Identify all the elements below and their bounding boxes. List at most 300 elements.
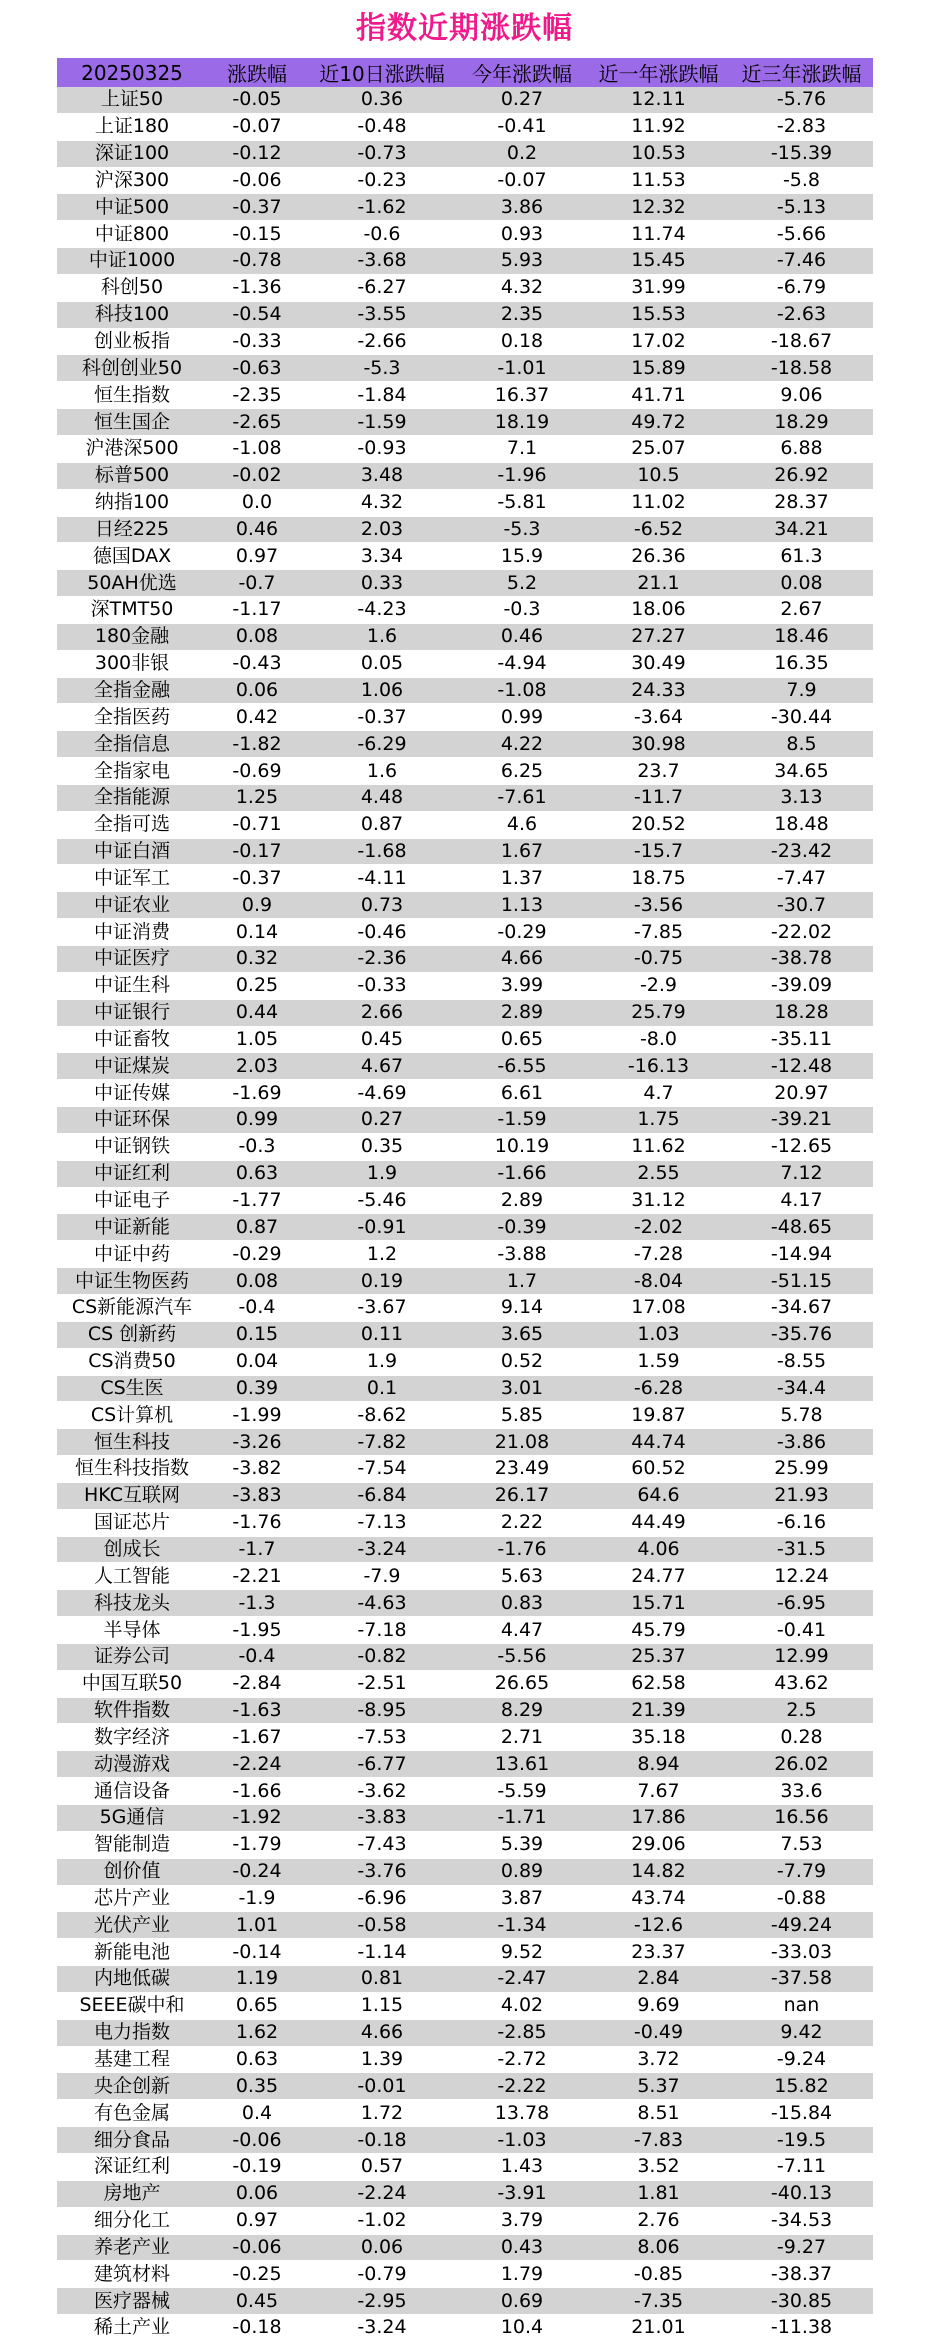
cell-index-name: 恒生科技指数 [57,1456,207,1483]
cell-daily-change: -3.82 [207,1456,307,1483]
cell-10day-change: -3.55 [307,301,457,328]
cell-10day-change: -6.84 [307,1482,457,1509]
cell-1year-change: 17.86 [587,1805,730,1832]
table-row [57,1778,873,1805]
cell-10day-change: 3.34 [307,543,457,570]
cell-ytd-change: -0.29 [457,919,587,946]
table-row [57,2127,873,2154]
cell-10day-change: 0.06 [307,2234,457,2261]
cell-1year-change: 21.1 [587,570,730,597]
cell-3year-change: 16.35 [730,650,873,677]
cell-ytd-change: 3.01 [457,1375,587,1402]
cell-index-name: 中证1000 [57,248,207,275]
cell-ytd-change: 2.71 [457,1724,587,1751]
cell-10day-change: -2.36 [307,946,457,973]
cell-index-name: SEEE碳中和 [57,1992,207,2019]
cell-index-name: 智能制造 [57,1831,207,1858]
table-row [57,1429,873,1456]
cell-10day-change: 0.05 [307,650,457,677]
cell-1year-change: 1.75 [587,1107,730,1134]
table-row [57,2234,873,2261]
cell-10day-change: -1.84 [307,382,457,409]
cell-daily-change: -1.17 [207,597,307,624]
cell-1year-change: -7.85 [587,919,730,946]
table-row [57,838,873,865]
cell-3year-change: -2.63 [730,301,873,328]
cell-3year-change: -0.41 [730,1617,873,1644]
cell-3year-change: 8.5 [730,731,873,758]
cell-1year-change: -7.35 [587,2288,730,2315]
cell-index-name: 房地产 [57,2180,207,2207]
header-daily-change: 涨跌幅 [207,58,307,87]
table-row [57,489,873,516]
cell-index-name: 中国互联50 [57,1670,207,1697]
cell-index-name: 中证800 [57,221,207,248]
cell-3year-change: 20.97 [730,1080,873,1107]
table-row [57,409,873,436]
cell-3year-change: 21.93 [730,1482,873,1509]
cell-1year-change: -3.56 [587,892,730,919]
cell-ytd-change: 1.67 [457,838,587,865]
table-row [57,811,873,838]
cell-3year-change: -2.83 [730,113,873,140]
cell-10day-change: -0.18 [307,2127,457,2154]
cell-daily-change: -0.3 [207,1133,307,1160]
table-row [57,946,873,973]
table-row [57,167,873,194]
cell-1year-change: -0.85 [587,2261,730,2288]
table-row [57,972,873,999]
cell-index-name: 中证环保 [57,1107,207,1134]
table-row [57,1912,873,1939]
table-row [57,1563,873,1590]
cell-index-name: 中证白酒 [57,838,207,865]
cell-ytd-change: 1.37 [457,865,587,892]
cell-daily-change: 0.08 [207,1268,307,1295]
cell-ytd-change: -1.66 [457,1160,587,1187]
cell-ytd-change: 0.99 [457,704,587,731]
cell-1year-change: 20.52 [587,811,730,838]
table-row [57,2180,873,2207]
cell-ytd-change: -0.07 [457,167,587,194]
cell-index-name: 医疗器械 [57,2288,207,2315]
cell-10day-change: -8.62 [307,1402,457,1429]
cell-3year-change: -18.67 [730,328,873,355]
cell-index-name: 沪深300 [57,167,207,194]
cell-index-name: 全指信息 [57,731,207,758]
cell-10day-change: -0.6 [307,221,457,248]
header-1year-change: 近一年涨跌幅 [587,58,730,87]
cell-index-name: 有色金属 [57,2100,207,2127]
cell-ytd-change: 0.46 [457,623,587,650]
page-title: 指数近期涨跌幅 [356,11,573,46]
cell-daily-change: 0.4 [207,2100,307,2127]
cell-ytd-change: 21.08 [457,1429,587,1456]
cell-3year-change: 61.3 [730,543,873,570]
cell-1year-change: 62.58 [587,1670,730,1697]
cell-index-name: 中证生科 [57,972,207,999]
cell-daily-change: -0.37 [207,194,307,221]
cell-10day-change: -0.37 [307,704,457,731]
cell-ytd-change: 5.39 [457,1831,587,1858]
cell-ytd-change: 0.69 [457,2288,587,2315]
cell-index-name: 建筑材料 [57,2261,207,2288]
table-row [57,677,873,704]
cell-index-name: 深证100 [57,140,207,167]
cell-index-name: 标普500 [57,462,207,489]
cell-daily-change: -0.02 [207,462,307,489]
cell-daily-change: -0.4 [207,1294,307,1321]
cell-1year-change: 44.49 [587,1509,730,1536]
cell-3year-change: 2.67 [730,597,873,624]
cell-ytd-change: 5.93 [457,248,587,275]
cell-3year-change: -39.21 [730,1107,873,1134]
cell-index-name: 中证新能 [57,1214,207,1241]
cell-ytd-change: 5.85 [457,1402,587,1429]
cell-1year-change: -11.7 [587,784,730,811]
cell-daily-change: -1.99 [207,1402,307,1429]
cell-10day-change: 0.73 [307,892,457,919]
cell-1year-change: 18.75 [587,865,730,892]
table-row [57,1831,873,1858]
cell-daily-change: 0.46 [207,516,307,543]
cell-ytd-change: 8.29 [457,1697,587,1724]
cell-3year-change: -3.86 [730,1429,873,1456]
cell-3year-change: -23.42 [730,838,873,865]
cell-daily-change: -0.69 [207,758,307,785]
cell-ytd-change: -0.39 [457,1214,587,1241]
cell-3year-change: 34.65 [730,758,873,785]
cell-daily-change: -0.7 [207,570,307,597]
cell-1year-change: 31.12 [587,1187,730,1214]
cell-daily-change: 0.06 [207,677,307,704]
cell-daily-change: -1.63 [207,1697,307,1724]
cell-index-name: 中证500 [57,194,207,221]
cell-ytd-change: 13.61 [457,1751,587,1778]
cell-daily-change: -1.95 [207,1617,307,1644]
cell-ytd-change: 10.19 [457,1133,587,1160]
cell-10day-change: -3.76 [307,1858,457,1885]
cell-3year-change: 34.21 [730,516,873,543]
cell-10day-change: -5.3 [307,355,457,382]
table-row [57,1214,873,1241]
cell-3year-change: -12.65 [730,1133,873,1160]
cell-3year-change: 33.6 [730,1778,873,1805]
table-row [57,1724,873,1751]
cell-1year-change: 25.79 [587,999,730,1026]
cell-10day-change: 0.1 [307,1375,457,1402]
cell-3year-change: -30.44 [730,704,873,731]
table-row [57,248,873,275]
cell-3year-change: 25.99 [730,1456,873,1483]
cell-ytd-change: -1.76 [457,1536,587,1563]
cell-index-name: 180金融 [57,623,207,650]
cell-index-name: 光伏产业 [57,1912,207,1939]
cell-10day-change: -6.77 [307,1751,457,1778]
cell-10day-change: 1.6 [307,623,457,650]
cell-ytd-change: 0.89 [457,1858,587,1885]
cell-daily-change: 0.0 [207,489,307,516]
table-row [57,1939,873,1966]
cell-10day-change: -2.24 [307,2180,457,2207]
cell-ytd-change: 26.65 [457,1670,587,1697]
cell-1year-change: 1.59 [587,1348,730,1375]
cell-3year-change: 9.06 [730,382,873,409]
cell-3year-change: -15.39 [730,140,873,167]
cell-daily-change: 0.14 [207,919,307,946]
cell-ytd-change: -6.55 [457,1053,587,1080]
cell-10day-change: -3.24 [307,1536,457,1563]
table-row [57,1402,873,1429]
header-ytd-change: 今年涨跌幅 [457,58,587,87]
table-row [57,650,873,677]
cell-3year-change: -35.11 [730,1026,873,1053]
cell-daily-change: -0.4 [207,1643,307,1670]
cell-ytd-change: -1.01 [457,355,587,382]
cell-3year-change: -15.84 [730,2100,873,2127]
cell-10day-change: 0.36 [307,87,457,113]
cell-1year-change: 25.37 [587,1643,730,1670]
cell-1year-change: 4.06 [587,1536,730,1563]
table-row [57,1590,873,1617]
cell-10day-change: 0.87 [307,811,457,838]
cell-index-name: 新能电池 [57,1939,207,1966]
cell-index-name: 全指能源 [57,784,207,811]
cell-index-name: 科创50 [57,274,207,301]
cell-daily-change: 2.03 [207,1053,307,1080]
table-row [57,1321,873,1348]
cell-daily-change: -2.24 [207,1751,307,1778]
cell-index-name: 中证钢铁 [57,1133,207,1160]
table-row [57,1160,873,1187]
cell-ytd-change: -1.03 [457,2127,587,2154]
cell-10day-change: -1.02 [307,2207,457,2234]
cell-1year-change: -2.9 [587,972,730,999]
cell-index-name: 半导体 [57,1617,207,1644]
cell-daily-change: 0.42 [207,704,307,731]
cell-index-name: 上证50 [57,87,207,113]
table-row [57,355,873,382]
table-row [57,1509,873,1536]
cell-index-name: 中证军工 [57,865,207,892]
cell-10day-change: -7.18 [307,1617,457,1644]
cell-daily-change: 0.63 [207,2046,307,2073]
table-row [57,274,873,301]
cell-ytd-change: 0.83 [457,1590,587,1617]
cell-1year-change: 8.06 [587,2234,730,2261]
cell-daily-change: 0.32 [207,946,307,973]
cell-10day-change: 1.72 [307,2100,457,2127]
cell-daily-change: -3.26 [207,1429,307,1456]
cell-ytd-change: -5.81 [457,489,587,516]
table-row [57,113,873,140]
cell-index-name: 中证红利 [57,1160,207,1187]
cell-3year-change: -6.95 [730,1590,873,1617]
cell-ytd-change: 4.32 [457,274,587,301]
cell-ytd-change: -1.59 [457,1107,587,1134]
cell-index-name: 全指可选 [57,811,207,838]
cell-daily-change: 0.15 [207,1321,307,1348]
table-row [57,1294,873,1321]
cell-daily-change: -2.35 [207,382,307,409]
cell-index-name: 创业板指 [57,328,207,355]
cell-ytd-change: -4.94 [457,650,587,677]
cell-1year-change: -8.04 [587,1268,730,1295]
cell-3year-change: 18.28 [730,999,873,1026]
header-10day-change: 近10日涨跌幅 [307,58,457,87]
cell-3year-change: -37.58 [730,1966,873,1993]
cell-ytd-change: -5.3 [457,516,587,543]
cell-1year-change: 49.72 [587,409,730,436]
cell-ytd-change: -1.08 [457,677,587,704]
cell-ytd-change: -3.88 [457,1241,587,1268]
cell-1year-change: 23.37 [587,1939,730,1966]
cell-1year-change: 31.99 [587,274,730,301]
cell-1year-change: 4.7 [587,1080,730,1107]
table-row [57,543,873,570]
cell-ytd-change: 0.65 [457,1026,587,1053]
table-row [57,2019,873,2046]
table-row [57,1080,873,1107]
cell-1year-change: 11.74 [587,221,730,248]
cell-daily-change: -0.29 [207,1241,307,1268]
cell-3year-change: -19.5 [730,2127,873,2154]
cell-index-name: 通信设备 [57,1778,207,1805]
table-row [57,2288,873,2315]
cell-10day-change: -0.23 [307,167,457,194]
cell-3year-change: -7.46 [730,248,873,275]
table-row [57,758,873,785]
cell-10day-change: 0.35 [307,1133,457,1160]
table-row [57,597,873,624]
cell-10day-change: -0.46 [307,919,457,946]
table-row [57,516,873,543]
cell-index-name: 中证畜牧 [57,1026,207,1053]
cell-1year-change: -6.52 [587,516,730,543]
cell-3year-change: -7.79 [730,1858,873,1885]
cell-index-name: 科技龙头 [57,1590,207,1617]
table-row [57,1456,873,1483]
cell-ytd-change: 3.99 [457,972,587,999]
cell-1year-change: 21.01 [587,2315,730,2342]
cell-3year-change: -0.88 [730,1885,873,1912]
cell-3year-change: -7.47 [730,865,873,892]
cell-10day-change: 1.6 [307,758,457,785]
cell-daily-change: 0.06 [207,2180,307,2207]
cell-3year-change: 2.5 [730,1697,873,1724]
table-row [57,1617,873,1644]
cell-3year-change: -5.13 [730,194,873,221]
table-row [57,865,873,892]
cell-3year-change: -38.37 [730,2261,873,2288]
cell-1year-change: 10.53 [587,140,730,167]
cell-1year-change: 60.52 [587,1456,730,1483]
cell-index-name: 中证中药 [57,1241,207,1268]
cell-daily-change: -0.37 [207,865,307,892]
cell-daily-change: 0.99 [207,1107,307,1134]
cell-3year-change: -9.27 [730,2234,873,2261]
table-row [57,2153,873,2180]
cell-10day-change: 1.9 [307,1160,457,1187]
cell-10day-change: -1.59 [307,409,457,436]
cell-index-name: 芯片产业 [57,1885,207,1912]
cell-10day-change: 0.45 [307,1026,457,1053]
cell-1year-change: 15.89 [587,355,730,382]
cell-index-name: 软件指数 [57,1697,207,1724]
cell-daily-change: -0.07 [207,113,307,140]
table-row [57,1107,873,1134]
table-row [57,919,873,946]
table-row [57,1858,873,1885]
cell-daily-change: -1.66 [207,1778,307,1805]
cell-10day-change: -7.53 [307,1724,457,1751]
cell-daily-change: -2.84 [207,1670,307,1697]
cell-1year-change: 24.77 [587,1563,730,1590]
cell-3year-change: 0.28 [730,1724,873,1751]
cell-index-name: 创成长 [57,1536,207,1563]
cell-10day-change: -6.29 [307,731,457,758]
cell-3year-change: -34.4 [730,1375,873,1402]
cell-1year-change: 2.84 [587,1966,730,1993]
cell-ytd-change: 1.13 [457,892,587,919]
cell-3year-change: -6.16 [730,1509,873,1536]
cell-index-name: 全指医药 [57,704,207,731]
table-body [57,87,873,2341]
cell-10day-change: -8.95 [307,1697,457,1724]
cell-index-name: 中证消费 [57,919,207,946]
table-row [57,2073,873,2100]
cell-3year-change: -12.48 [730,1053,873,1080]
cell-daily-change: -0.63 [207,355,307,382]
cell-index-name: 5G通信 [57,1805,207,1832]
cell-ytd-change: 3.79 [457,2207,587,2234]
cell-ytd-change: -1.96 [457,462,587,489]
cell-10day-change: -0.58 [307,1912,457,1939]
cell-ytd-change: -7.61 [457,784,587,811]
table-row [57,704,873,731]
cell-daily-change: 0.63 [207,1160,307,1187]
cell-index-name: 深证红利 [57,2153,207,2180]
table-row [57,1643,873,1670]
cell-10day-change: 0.81 [307,1966,457,1993]
cell-index-name: 恒生国企 [57,409,207,436]
cell-1year-change: -0.75 [587,946,730,973]
cell-daily-change: -0.12 [207,140,307,167]
cell-1year-change: 41.71 [587,382,730,409]
cell-1year-change: 11.92 [587,113,730,140]
cell-10day-change: -1.68 [307,838,457,865]
cell-1year-change: -16.13 [587,1053,730,1080]
table-row [57,1992,873,2019]
cell-index-name: 细分化工 [57,2207,207,2234]
table-row [57,1966,873,1993]
cell-10day-change: -0.91 [307,1214,457,1241]
cell-3year-change: -35.76 [730,1321,873,1348]
cell-10day-change: 0.33 [307,570,457,597]
table-row [57,435,873,462]
cell-3year-change: -11.38 [730,2315,873,2342]
cell-daily-change: 0.45 [207,2288,307,2315]
cell-1year-change: 5.37 [587,2073,730,2100]
cell-1year-change: 29.06 [587,1831,730,1858]
cell-1year-change: 43.74 [587,1885,730,1912]
cell-daily-change: -1.7 [207,1536,307,1563]
cell-index-name: 稀土产业 [57,2315,207,2342]
cell-3year-change: -34.67 [730,1294,873,1321]
cell-index-name: 动漫游戏 [57,1751,207,1778]
cell-index-name: 中证银行 [57,999,207,1026]
cell-1year-change: 17.08 [587,1294,730,1321]
